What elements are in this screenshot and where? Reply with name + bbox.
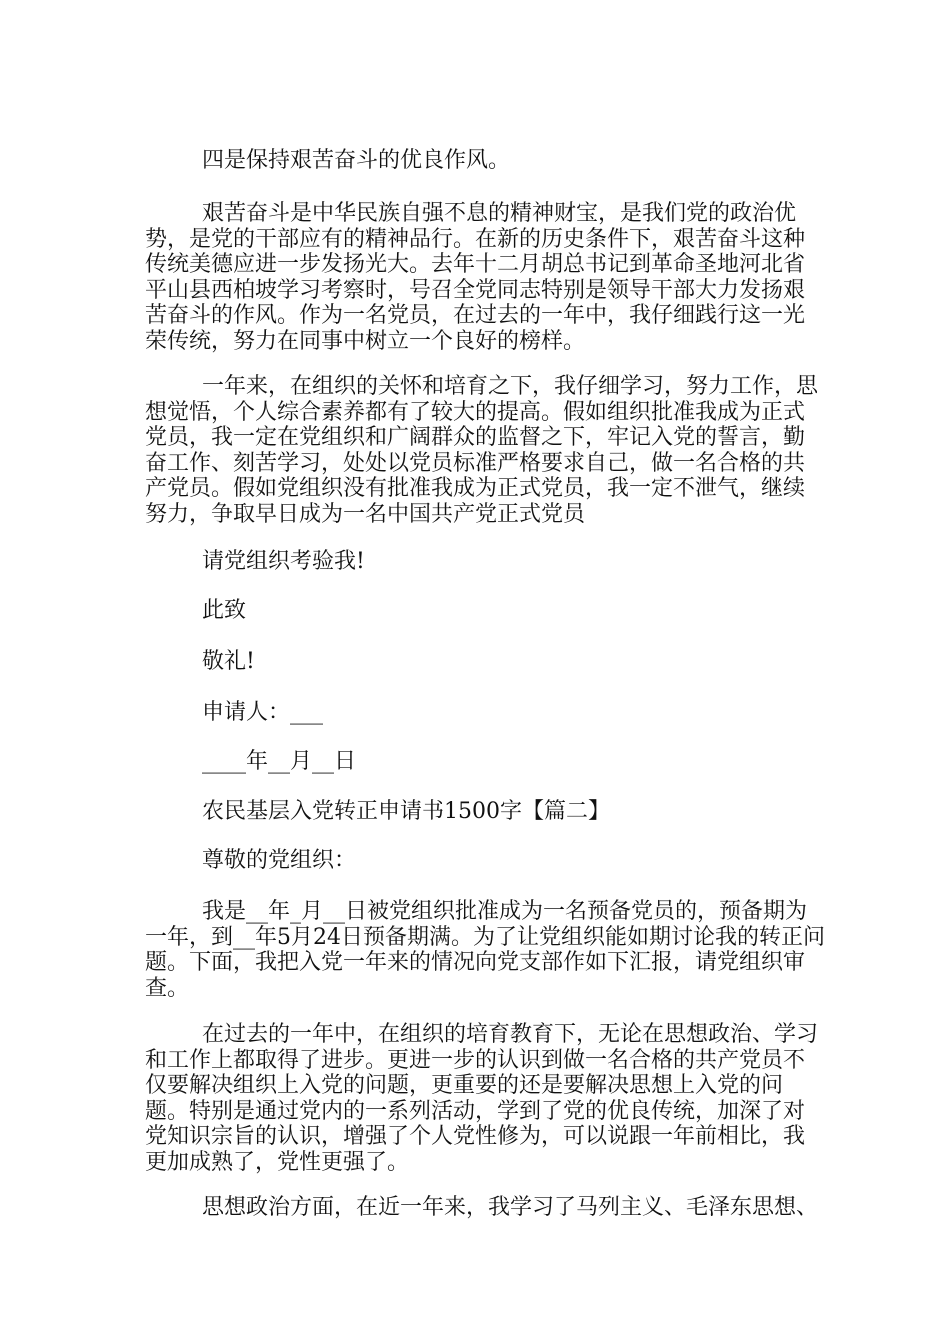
paragraph-hard-work: 艰苦奋斗是中华民族自强不息的精神财宝，是我们党的政治优势，是党的干部应有的精神品行。在新的历史条件下，艰苦奋斗这种传统美德应进一步发扬光大。去年十二月胡总书记到革命圣地河北省平山县西柏坡学习考察时，号召全党同志特别是领导干部大力发扬艰苦奋斗的作风。作为一名党员，在过去的一年中，我仔细践行这一光荣传统，努力在同事中树立一个良好的榜样。 xyxy=(145,201,806,354)
paragraph-past-year-progress: 在过去的一年中，在组织的培育教育下，无论在思想政治、学习和工作上都取得了进步。更进一步的认识到做一名合格的共产党员不仅要解决组织上入党的问题，更重要的还是要解决思想上入党的问题。特别是通过党内的一系列活动，学到了党的优良传统，加深了对党知识宗旨的认识，增强了个人党性修为，可以说跟一年前相比，我更加成熟了，党性更强了。 xyxy=(145,1022,819,1175)
applicant-line: 申请人：___ xyxy=(202,700,324,725)
paragraph-one-year-growth: 一年来，在组织的关怀和培育之下，我仔细学习，努力工作，思想觉悟，个人综合素养都有了较大的提高。假如组织批准我成为正式党员，我一定在党组织和广阔群众的监督之下，牢记入党的誓言，勤奋工作、刻苦学习，处处以党员标准严格要求自己，做一名合格的共产党员。假如党组织没有批准我成为正式党员，我一定不泄气，继续努力，争取早日成为一名中国共产党正式党员 xyxy=(145,374,819,527)
closing-salutation: 此致 xyxy=(202,598,247,623)
closing-respect: 敬礼! xyxy=(202,649,255,674)
section-title-part-two: 农民基层入党转正申请书1500字【篇二】 xyxy=(202,799,610,824)
date-line: ____年__月__日 xyxy=(202,749,357,774)
paragraph-hard-work-heading: 四是保持艰苦奋斗的优良作风。 xyxy=(202,148,511,173)
paragraph-request-test: 请党组织考验我! xyxy=(202,549,365,574)
paragraph-political-thought: 思想政治方面，在近一年来，我学习了马列主义、毛泽东思想、 xyxy=(202,1195,819,1220)
paragraph-probation-intro: 我是__年_月__日被党组织批准成为一名预备党员的，预备期为一年，到__年5月24日预备期满。为了让党组织能如期讨论我的转正问题。下面，我把入党一年来的情况向党支部作如下汇报，请党组织审查。 xyxy=(145,899,825,1001)
greeting-line: 尊敬的党组织： xyxy=(202,848,357,873)
